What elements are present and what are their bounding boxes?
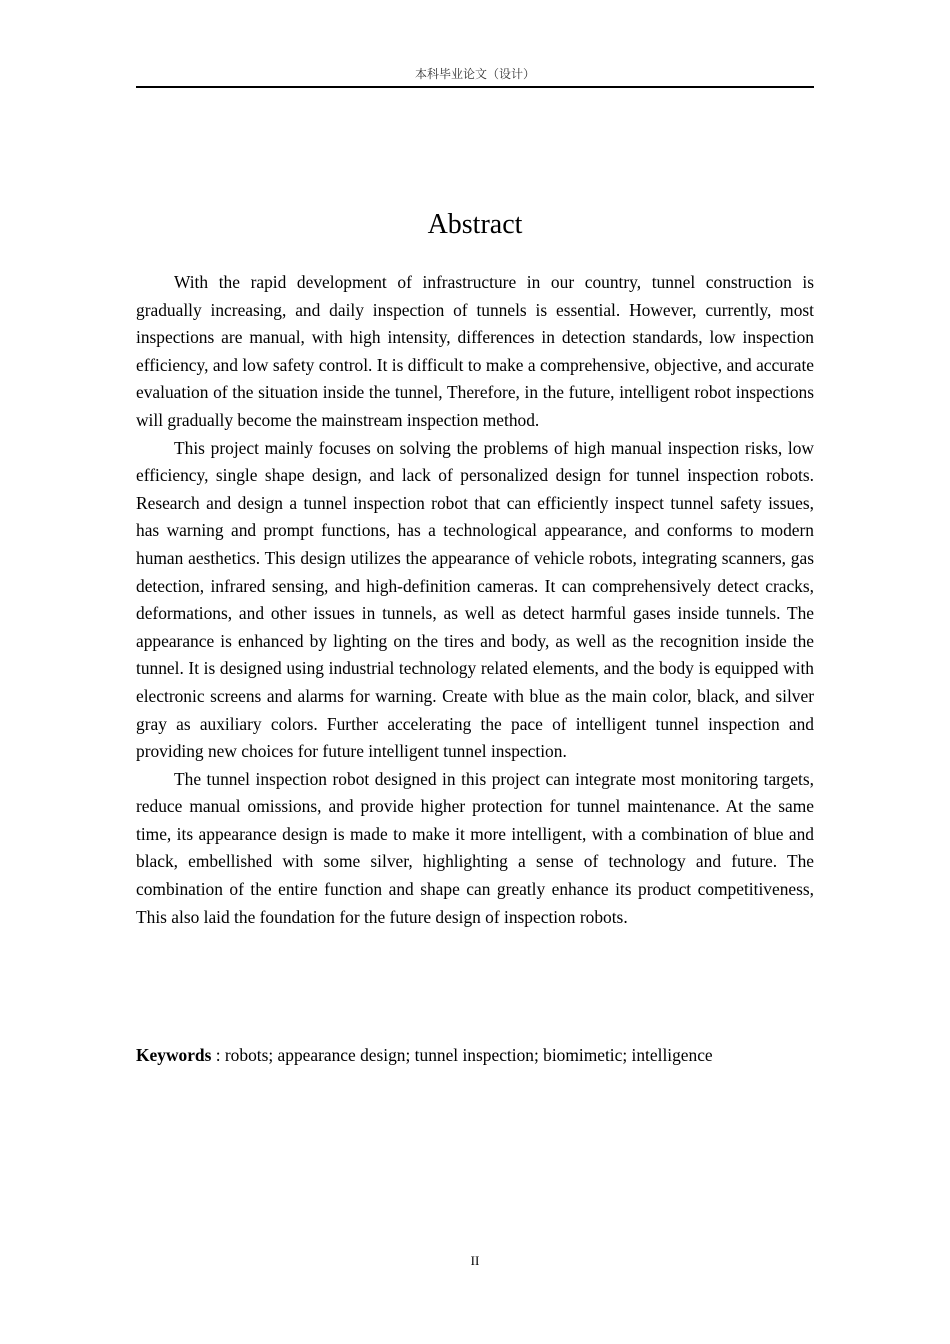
page-header (136, 62, 814, 88)
abstract-paragraph-2: This project mainly focuses on solving the problems of high manual inspection risks, low efficiency, single shape design, and lack of personalized design for tunnel inspection robots. Research and design a tunnel inspection robot that can efficiently inspect tunnel safety issues, has warning and prompt functions, has a technological appearance, and conforms to modern human aesthetics. This design utilizes the appearance of vehicle robots, integrating scanners, gas detection, infrared sensing, and high-definition cameras. It can comprehensively detect cracks, deformations, and other issues in tunnels, as well as detect harmful gases inside tunnels. The appearance is enhanced by lighting on the tires and body, as well as the recognition inside the tunnel. It is designed using industrial technology related elements, and the body is equipped with electronic screens and alarms for warning. Create with blue as the main color, black, and silver gray as auxiliary colors. Further accelerating the pace of intelligent tunnel inspection and providing new choices for future intelligent tunnel inspection. (136, 437, 814, 762)
abstract-body (136, 269, 814, 931)
keywords-line (136, 1042, 814, 1070)
page-number: II (470, 1253, 480, 1268)
running-title: 本科毕业论文（设计） (414, 67, 535, 81)
keywords-label: Keywords (136, 1045, 212, 1065)
keywords-text: : robots; appearance design; tunnel inspection; biomimetic; intelligence (211, 1045, 713, 1065)
abstract-title: Abstract (427, 209, 523, 240)
abstract-paragraph-3: The tunnel inspection robot designed in this project can integrate most monitoring targets, reduce manual omissions, and provide higher protection for tunnel maintenance. At the same time, its appearance design is made to make it more intelligent, with a combination of blue and black, embellished with some silver, highlighting a sense of technology and future. The combination of the entire function and shape can greatly enhance its product competitiveness, This also laid the foundation for the future design of inspection robots. (136, 768, 814, 927)
abstract-paragraph-1: With the rapid development of infrastructure in our country, tunnel construction is gradually increasing, and daily inspection of tunnels is essential. However, currently, most inspections are manual, with high intensity, differences in detection standards, low inspection efficiency, and low safety control. It is difficult to make a comprehensive, objective, and accurate evaluation of the situation inside the tunnel, Therefore, in the future, intelligent robot inspections will gradually become the mainstream inspection method. (136, 272, 814, 430)
